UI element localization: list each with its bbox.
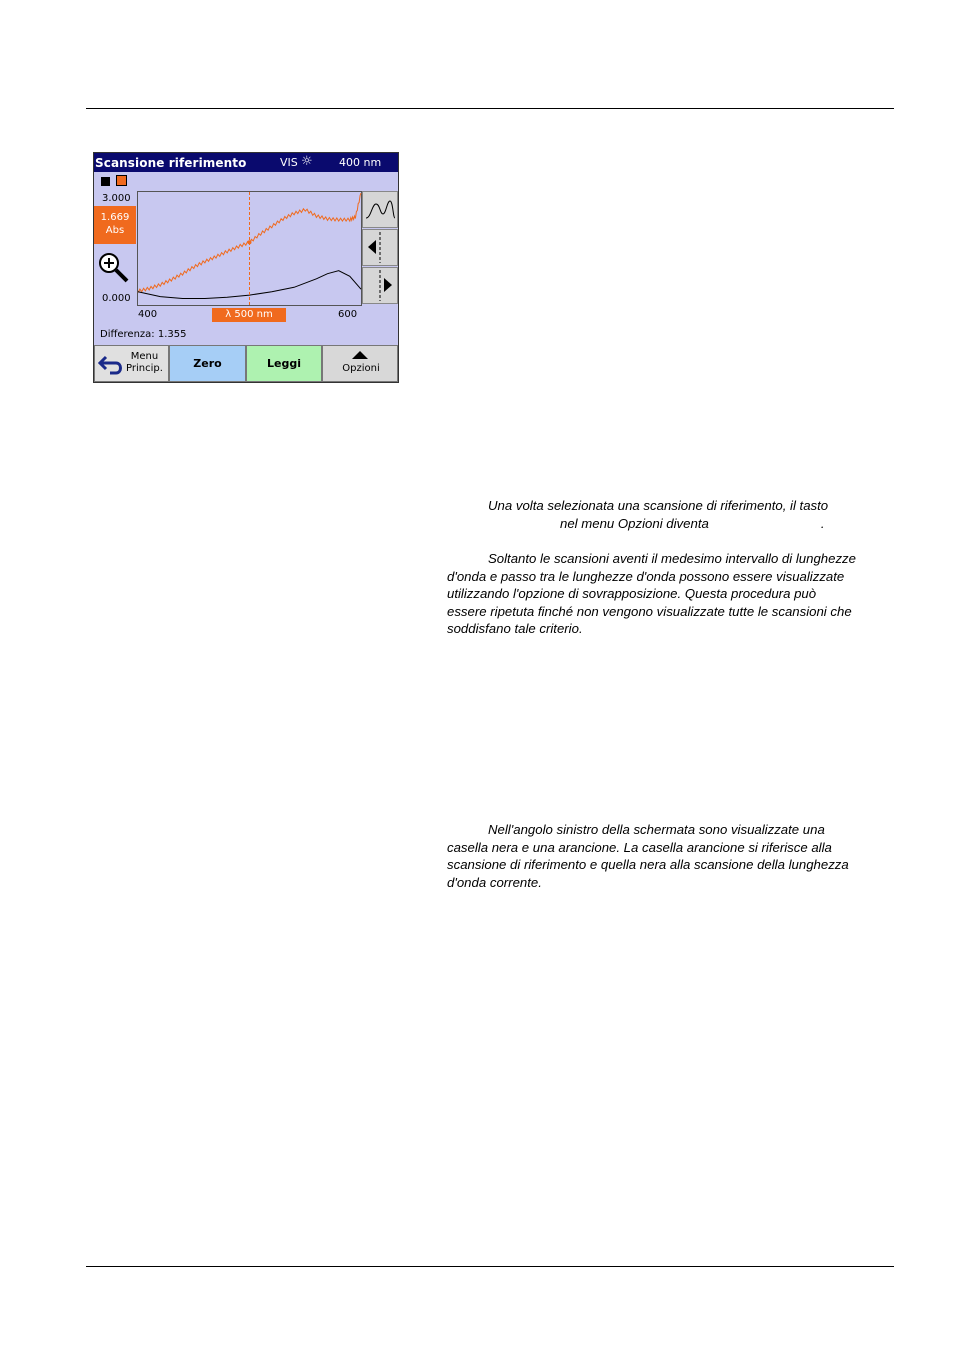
note-boxes — [447, 821, 894, 891]
menu-label-line1: Menu — [130, 351, 159, 362]
main-menu-button[interactable] — [94, 345, 169, 382]
note1-text3: . — [820, 515, 825, 531]
note-overlay — [447, 550, 894, 638]
note2-line5: soddisfano tale criterio. — [447, 621, 583, 637]
screen-title: Scansione riferimento — [95, 156, 247, 170]
title-bar — [94, 153, 398, 172]
y-axis-min: 0.000 — [102, 293, 131, 304]
x-axis-min: 400 — [138, 309, 158, 320]
wavelength-readout: 400 nm — [339, 156, 382, 169]
difference-readout: Differenza: 1.355 — [100, 329, 187, 340]
footer-rule — [86, 1266, 894, 1267]
scan-plot — [137, 191, 362, 306]
note-reference-scan — [447, 497, 894, 532]
cursor-value: 1.669 — [100, 212, 130, 223]
note2-line1: Soltanto le scansioni aventi il medesimo intervallo di lunghezze — [488, 551, 856, 566]
instrument-screen — [93, 152, 399, 383]
note3-line3: scansione di riferimento e quella nera alla scansione della lunghezza — [447, 857, 849, 873]
current-scan-box[interactable] — [101, 177, 110, 186]
cursor-right-button[interactable] — [362, 267, 398, 304]
lamp-icon: ☼ — [301, 154, 313, 169]
arrow-left-icon — [363, 230, 397, 265]
cursor-point — [248, 240, 252, 244]
main-menu-label — [126, 351, 163, 375]
note2-line3: utilizzando l'opzione di sovrapposizione. Questa procedura può — [447, 586, 817, 602]
options-button[interactable] — [322, 345, 398, 382]
note1-line2 — [447, 515, 894, 533]
note2-line4: essere ripetuta finché non vengono visualizzate tutte le scansioni che — [447, 603, 852, 619]
note1-text2: nel menu Opzioni diventa — [560, 515, 709, 531]
triangle-up-icon — [352, 351, 368, 359]
y-axis-max: 3.000 — [102, 193, 131, 204]
note3-line2: casella nera e una arancione. La casella arancione si riferisce alla — [447, 839, 832, 855]
back-arrow-icon — [98, 353, 126, 375]
peak-search-button[interactable] — [362, 191, 398, 228]
header-rule — [86, 108, 894, 109]
read-button[interactable]: Leggi — [246, 345, 322, 382]
note2-line2: d'onda e passo tra le lunghezze d'onda possono essere visualizzate — [447, 568, 845, 584]
cursor-left-button[interactable] — [362, 229, 398, 266]
options-label: Opzioni — [342, 363, 380, 374]
cursor-value-box — [94, 206, 136, 244]
arrow-right-icon — [363, 268, 397, 303]
note1-line1: Una volta selezionata una scansione di riferimento, il tasto — [488, 498, 829, 513]
note3-line1: Nell'angolo sinistro della schermata sono visualizzate una — [488, 822, 825, 837]
mode-label: VIS — [280, 156, 298, 169]
menu-label-line2: Princip. — [126, 363, 163, 374]
cursor-unit: Abs — [105, 225, 125, 236]
note3-line4: d'onda corrente. — [447, 874, 542, 890]
x-axis-max: 600 — [338, 309, 358, 320]
zoom-in-icon[interactable] — [97, 251, 131, 285]
peak-icon — [363, 192, 397, 227]
reference-scan-box[interactable] — [116, 175, 127, 186]
zero-button[interactable]: Zero — [169, 345, 246, 382]
cursor-wavelength: λ 500 nm — [212, 308, 286, 322]
